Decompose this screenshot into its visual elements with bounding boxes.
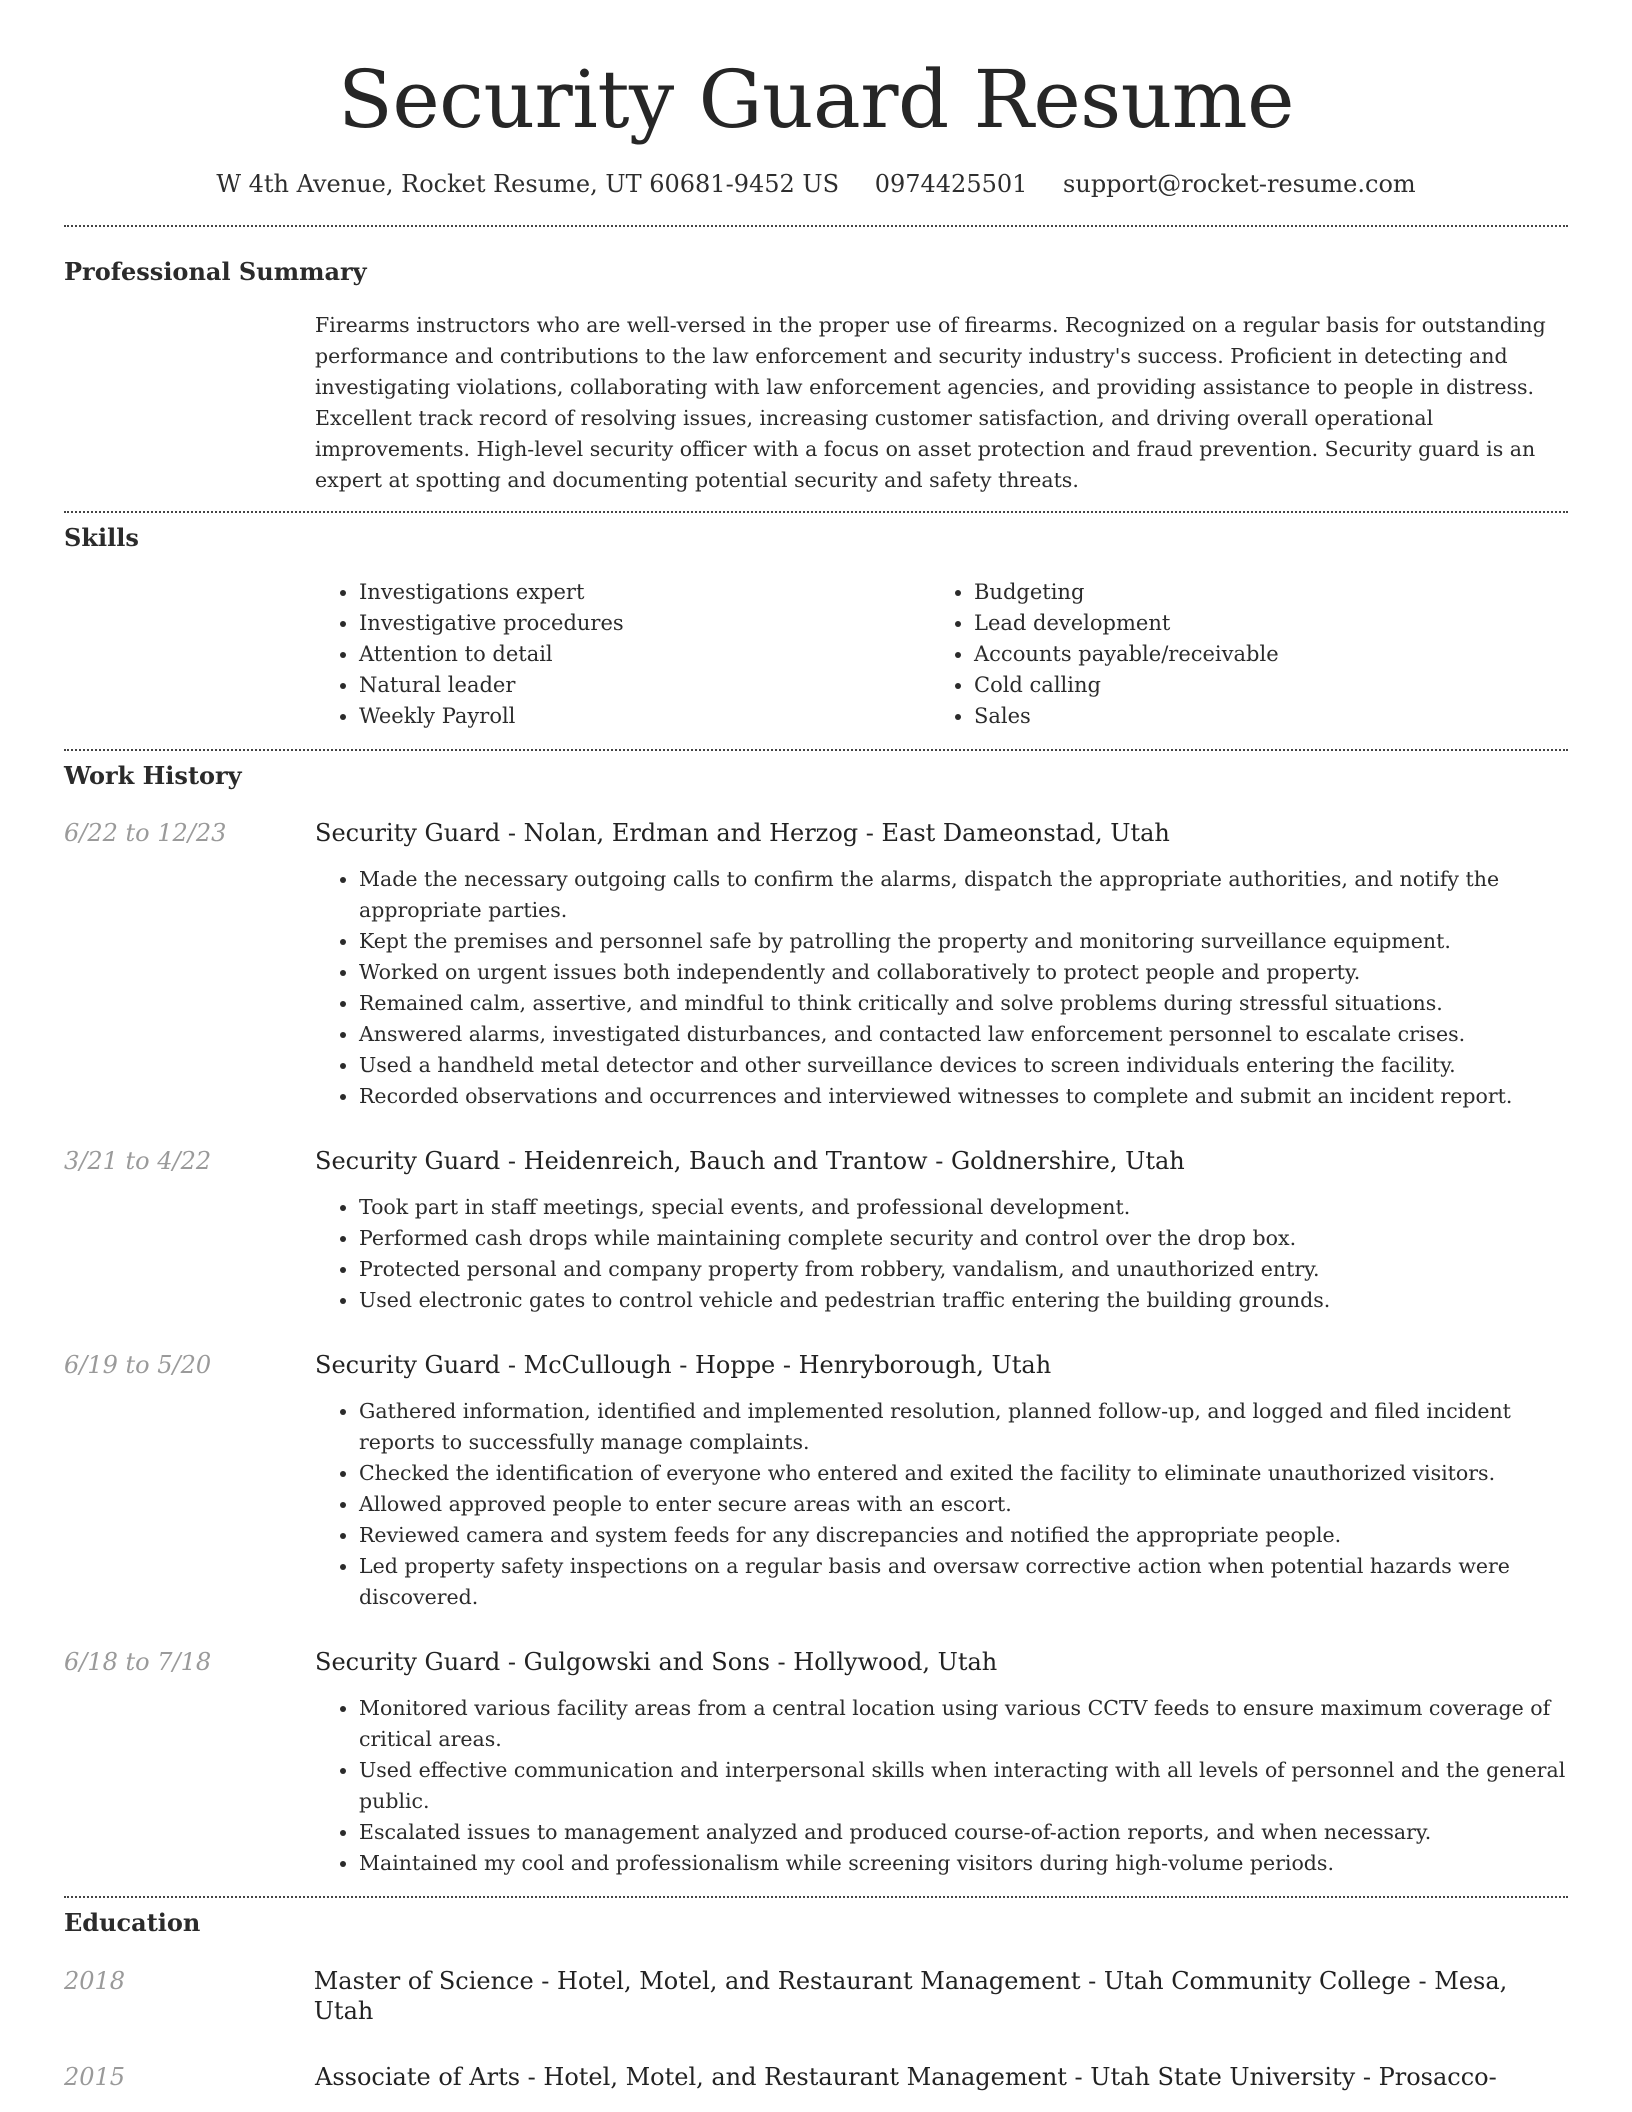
job-bullet: • Took part in staff meetings, special events, and professional development.	[359, 1192, 1568, 1223]
section-divider	[64, 1896, 1568, 1898]
job-title: Security Guard - Gulgowski and Sons - Hollywood, Utah	[315, 1648, 998, 1676]
skills-columns	[315, 577, 1568, 732]
job-bullets	[315, 864, 1568, 1112]
job-entry	[64, 1350, 1568, 1613]
job-bullet: • Gathered information, identified and implemented resolution, planned follow-up, and logged and filed incident reports to successfully manage complaints.	[359, 1396, 1568, 1458]
contact-line	[64, 169, 1568, 199]
skill-item: • Lead development	[974, 608, 1545, 639]
resume-page	[64, 0, 1568, 2092]
skill-item: • Sales	[974, 701, 1545, 732]
education-title: Master of Science - Hotel, Motel, and Restaurant Management - Utah Community College - Mesa, Utah	[313, 1967, 1508, 2025]
job-bullet: • Worked on urgent issues both independently and collaboratively to protect people and property.	[359, 957, 1568, 988]
skill-item: • Accounts payable/receivable	[974, 639, 1545, 670]
education-entry	[64, 1966, 1568, 2026]
resume-title: Security Guard Resume	[338, 53, 1294, 146]
contact-phone: 0974425501	[874, 170, 1028, 198]
job-title: Security Guard - Nolan, Erdman and Herzog - East Dameonstad, Utah	[315, 819, 1170, 847]
skills-list-right	[930, 577, 1545, 732]
section-divider	[64, 511, 1568, 513]
job-bullet: • Answered alarms, investigated disturbances, and contacted law enforcement personnel to escalate crises.	[359, 1019, 1568, 1050]
skills-section	[64, 523, 1568, 732]
job-bullet: • Checked the identification of everyone who entered and exited the facility to eliminate unauthorized visitors.	[359, 1458, 1568, 1489]
job-header	[64, 818, 1568, 848]
job-entry	[64, 818, 1568, 1112]
job-title: Security Guard - Heidenreich, Bauch and Trantow - Goldnershire, Utah	[315, 1147, 1185, 1175]
skill-item: • Investigative procedures	[359, 608, 930, 639]
job-bullet: • Led property safety inspections on a regular basis and oversaw corrective action when potential hazards were discovered.	[359, 1551, 1568, 1613]
education-section	[64, 1908, 1568, 2092]
job-header	[64, 1647, 1568, 1677]
job-bullet: • Made the necessary outgoing calls to confirm the alarms, dispatch the appropriate authorities, and notify the appropriate parties.	[359, 864, 1568, 926]
education-entry	[64, 2062, 1568, 2092]
job-bullet: • Used effective communication and interpersonal skills when interacting with all levels of personnel and the general public.	[359, 1755, 1568, 1817]
summary-text: Firearms instructors who are well-versed in the proper use of firearms. Recognized on a regular basis for outstanding performance and contributions to the law enforcement and security industry's success. Proficient in detecting and investigating violations, collaborating with law enforcement agencies, and providing assistance to people in distress. Excellent track record of resolving issues, increasing customer satisfaction, and driving overall operational improvements. High-level security officer with a focus on asset protection and fraud prevention. Security guard is an expert at spotting and documenting potential security and safety threats.	[315, 313, 1546, 492]
skill-item: • Attention to detail	[359, 639, 930, 670]
job-header	[64, 1146, 1568, 1176]
job-bullet: • Allowed approved people to enter secure areas with an escort.	[359, 1489, 1568, 1520]
job-header	[64, 1350, 1568, 1380]
job-bullet: • Used electronic gates to control vehicle and pedestrian traffic entering the building grounds.	[359, 1285, 1568, 1316]
job-bullet: • Recorded observations and occurrences and interviewed witnesses to complete and submit an incident report.	[359, 1081, 1568, 1112]
job-bullet: • Protected personal and company property from robbery, vandalism, and unauthorized entry.	[359, 1254, 1568, 1285]
skill-item: • Investigations expert	[359, 577, 930, 608]
contact-email[interactable]: support@rocket-resume.com	[1063, 170, 1416, 198]
job-bullet: • Escalated issues to management analyzed and produced course-of-action reports, and when necessary.	[359, 1817, 1568, 1848]
skills-list-left	[315, 577, 930, 732]
job-bullets	[315, 1396, 1568, 1613]
job-bullet: • Used a handheld metal detector and other surveillance devices to screen individuals entering the facility.	[359, 1050, 1568, 1081]
section-divider	[64, 749, 1568, 751]
skill-item: • Budgeting	[974, 577, 1545, 608]
education-year: 2018	[64, 1967, 126, 1995]
education-title: Associate of Arts - Hotel, Motel, and Restaurant Management - Utah State University - Prosacco-	[315, 2063, 1497, 2091]
skills-heading: Skills	[64, 523, 139, 552]
job-entry	[64, 1146, 1568, 1316]
skill-item: • Weekly Payroll	[359, 701, 930, 732]
summary-heading: Professional Summary	[64, 257, 367, 286]
job-entry	[64, 1647, 1568, 1879]
job-bullets	[315, 1192, 1568, 1316]
skill-item: • Cold calling	[974, 670, 1545, 701]
job-dates: 6/19 to 5/20	[64, 1351, 212, 1379]
job-bullet: • Performed cash drops while maintaining complete security and control over the drop box.	[359, 1223, 1568, 1254]
section-divider	[64, 225, 1568, 227]
job-bullet: • Reviewed camera and system feeds for any discrepancies and notified the appropriate people.	[359, 1520, 1568, 1551]
job-dates: 6/22 to 12/23	[64, 819, 227, 847]
job-title: Security Guard - McCullough - Hoppe - Henryborough, Utah	[315, 1351, 1052, 1379]
job-bullet: • Kept the premises and personnel safe by patrolling the property and monitoring surveillance equipment.	[359, 926, 1568, 957]
job-dates: 3/21 to 4/22	[64, 1147, 212, 1175]
job-bullet: • Monitored various facility areas from a central location using various CCTV feeds to ensure maximum coverage of critical areas.	[359, 1693, 1568, 1755]
job-bullets	[315, 1693, 1568, 1879]
job-bullet: • Remained calm, assertive, and mindful to think critically and solve problems during stressful situations.	[359, 988, 1568, 1019]
skill-item: • Natural leader	[359, 670, 930, 701]
job-bullet: • Maintained my cool and professionalism while screening visitors during high-volume periods.	[359, 1848, 1568, 1879]
work-history-section	[64, 761, 1568, 1879]
summary-section	[64, 257, 1568, 496]
contact-address: W 4th Avenue, Rocket Resume, UT 60681-9452 US	[216, 170, 840, 198]
education-year: 2015	[64, 2063, 126, 2091]
education-heading: Education	[64, 1908, 201, 1937]
work-history-heading: Work History	[64, 761, 242, 790]
job-dates: 6/18 to 7/18	[64, 1648, 212, 1676]
